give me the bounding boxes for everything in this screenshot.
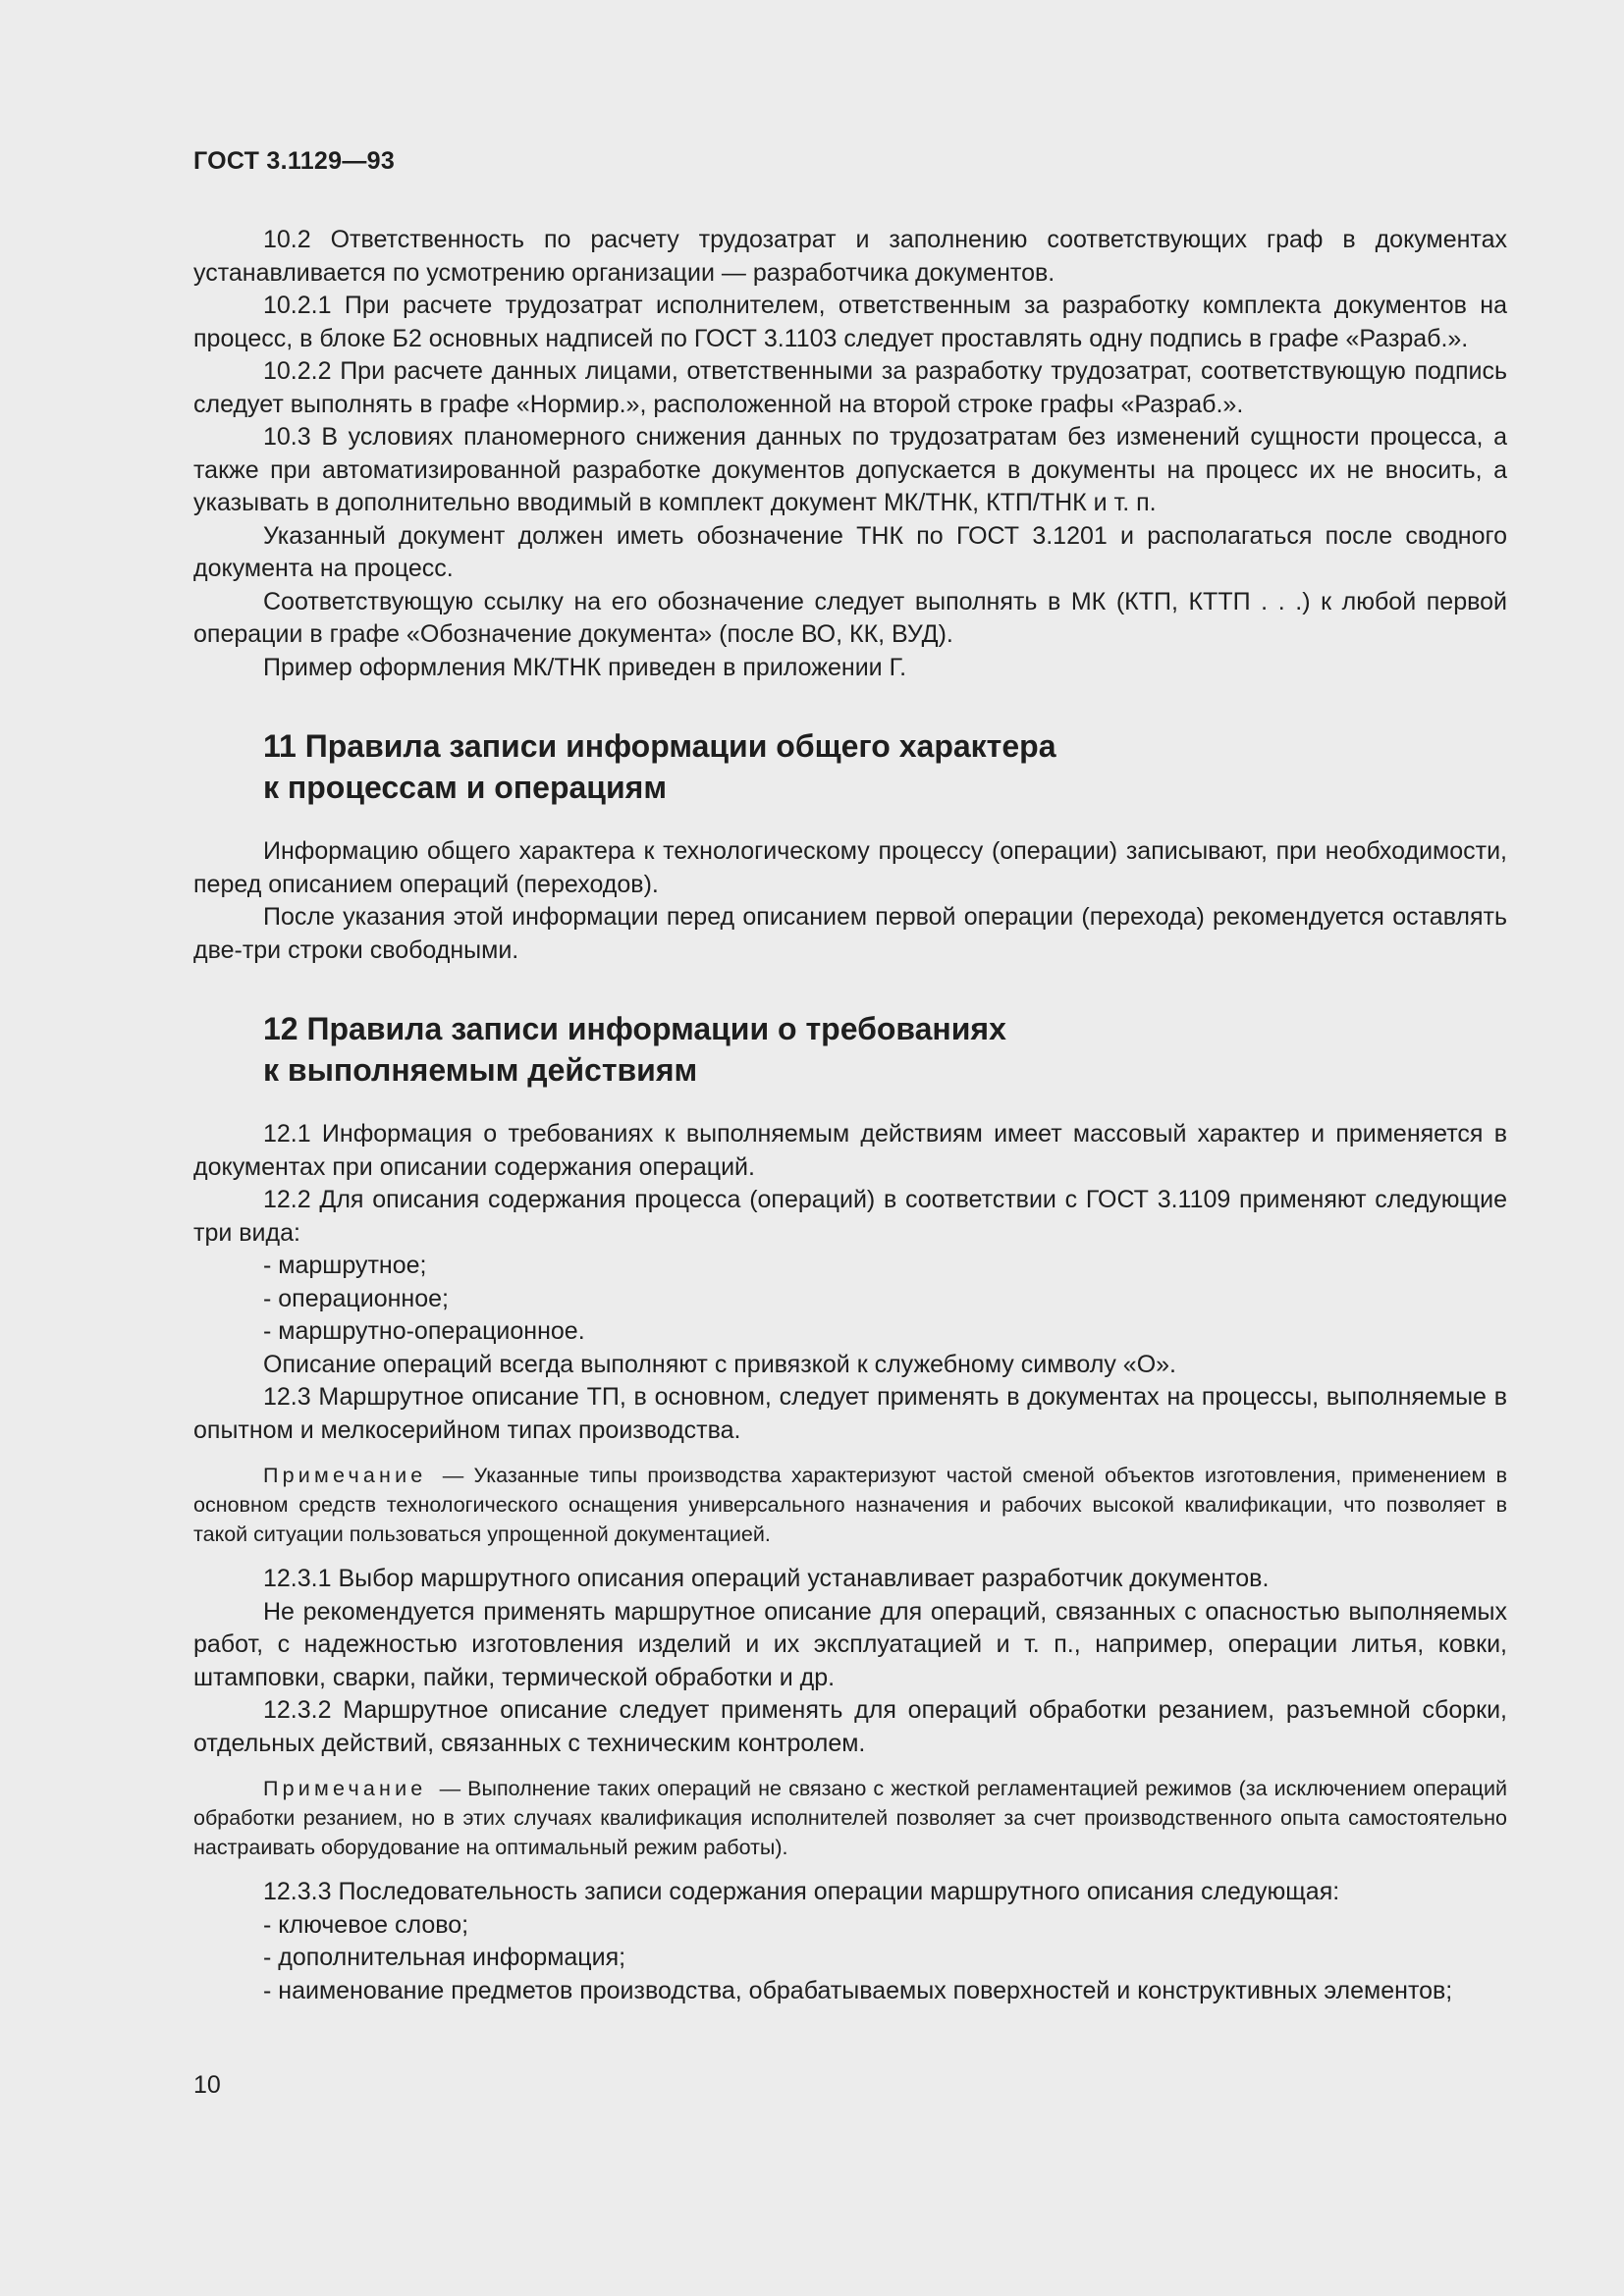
note-text: — Указанные типы производства характеризуют частой сменой объектов изготовления, применением в основном средств технологического оснащения универсального назначения и рабочих высокой квалификации, что позволяет в такой ситуации пользоваться упрощенной документацией.: [193, 1464, 1507, 1546]
paragraph-11-a: Информацию общего характера к технологическому процессу (операции) записывают, при необходимости, перед описанием операций (переходов).: [193, 837, 1507, 898]
list-item: - ключевое слово;: [263, 1910, 469, 1939]
note-2: [193, 1774, 1507, 1862]
note-1: [193, 1461, 1507, 1549]
paragraph-11-b: После указания этой информации перед описанием первой операции (перехода) рекомендуется оставлять две-три строки свободными.: [193, 903, 1507, 964]
list-item: - наименование предметов производства, обрабатываемых поверхностей и конструктивных элементов;: [263, 1976, 1453, 2004]
note-text: — Выполнение таких операций не связано с жесткой регламентацией режимов (за исключением операций обработки резанием, но в этих случаях квалификация исполнителей позволяет за счет производственного опыта самостоятельно настраивать оборудование на оптимальный режим работы).: [193, 1777, 1507, 1859]
paragraph-12-2-b: Описание операций всегда выполняют с привязкой к служебному символу «О».: [263, 1350, 1176, 1378]
document-code-header: ГОСТ 3.1129—93: [193, 147, 396, 175]
section-11-heading-line1: 11 Правила записи информации общего характера: [263, 728, 1056, 764]
paragraph-12-2: 12.2 Для описания содержания процесса (операций) в соответствии с ГОСТ 3.1109 применяют следующие три вида:: [193, 1186, 1507, 1247]
page-body: [193, 224, 1507, 2007]
paragraph-12-3-1: 12.3.1 Выбор маршрутного описания операций устанавливает разработчик документов.: [263, 1565, 1270, 1592]
paragraph-10-2-1: 10.2.1 При расчете трудозатрат исполнителем, ответственным за разработку комплекта документов на процесс, в блоке Б2 основных надписей по ГОСТ 3.1103 следует проставлять одну подпись в графе «Разраб.».: [193, 292, 1507, 352]
paragraph-10-2: 10.2 Ответственность по расчету трудозатрат и заполнению соответствующих граф в документах устанавливается по усмотрению организации — разработчика документов.: [193, 226, 1507, 287]
note-label: Примечание: [263, 1464, 427, 1487]
paragraph-10-3-c: Соответствующую ссылку на его обозначение следует выполнять в МК (КТП, КТТП . . .) к любой первой операции в графе «Обозначение документа» (после ВО, КК, ВУД).: [193, 587, 1507, 648]
section-11-heading-line2: к процессам и операциям: [263, 770, 667, 805]
list-item: - операционное;: [263, 1284, 449, 1312]
paragraph-12-1: 12.1 Информация о требованиях к выполняемым действиям имеет массовый характер и применяется в документах при описании содержания операций.: [193, 1120, 1507, 1181]
list-item: - маршрутно-операционное.: [263, 1317, 585, 1345]
paragraph-12-3-1-b: Не рекомендуется применять маршрутное описание для операций, связанных с опасностью выполняемых работ, с надежностью изготовления изделий и их эксплуатацией и т. п., например, операции литья, ковки, штамповки, сварки, пайки, термической обработки и др.: [193, 1597, 1507, 1691]
paragraph-10-3-d: Пример оформления МК/ТНК приведен в приложении Г.: [263, 653, 907, 681]
note-label: Примечание: [263, 1777, 427, 1800]
paragraph-10-3-b: Указанный документ должен иметь обозначение ТНК по ГОСТ 3.1201 и располагаться после сводного документа на процесс.: [193, 521, 1507, 582]
section-12-heading: [193, 1008, 1507, 1091]
paragraph-12-3: 12.3 Маршрутное описание ТП, в основном, следует применять в документах на процессы, выполняемые в опытном и мелкосерийном типах производства.: [193, 1383, 1507, 1444]
list-item: - маршрутное;: [263, 1252, 427, 1279]
page-number: 10: [193, 2071, 221, 2099]
paragraph-12-3-2: 12.3.2 Маршрутное описание следует применять для операций обработки резанием, разъемной сборки, отдельных действий, связанных с техническим контролем.: [193, 1696, 1507, 1757]
section-11-heading: [193, 725, 1507, 808]
paragraph-10-3: 10.3 В условиях планомерного снижения данных по трудозатратам без изменений сущности процесса, а также при автоматизированной разработке документов допускается в документы на процесс их не вносить, а указывать в дополнительно вводимый в комплект документ МК/ТНК, КТП/ТНК и т. п.: [193, 423, 1507, 516]
paragraph-10-2-2: 10.2.2 При расчете данных лицами, ответственными за разработку трудозатрат, соответствующую подпись следует выполнять в графе «Нормир.», расположенной на второй строке графы «Разраб.».: [193, 357, 1507, 418]
list-item: - дополнительная информация;: [263, 1944, 626, 1971]
section-12-heading-line1: 12 Правила записи информации о требованиях: [263, 1011, 1006, 1046]
paragraph-12-3-3: 12.3.3 Последовательность записи содержания операции маршрутного описания следующая:: [263, 1878, 1340, 1905]
section-12-heading-line2: к выполняемым действиям: [263, 1052, 698, 1088]
